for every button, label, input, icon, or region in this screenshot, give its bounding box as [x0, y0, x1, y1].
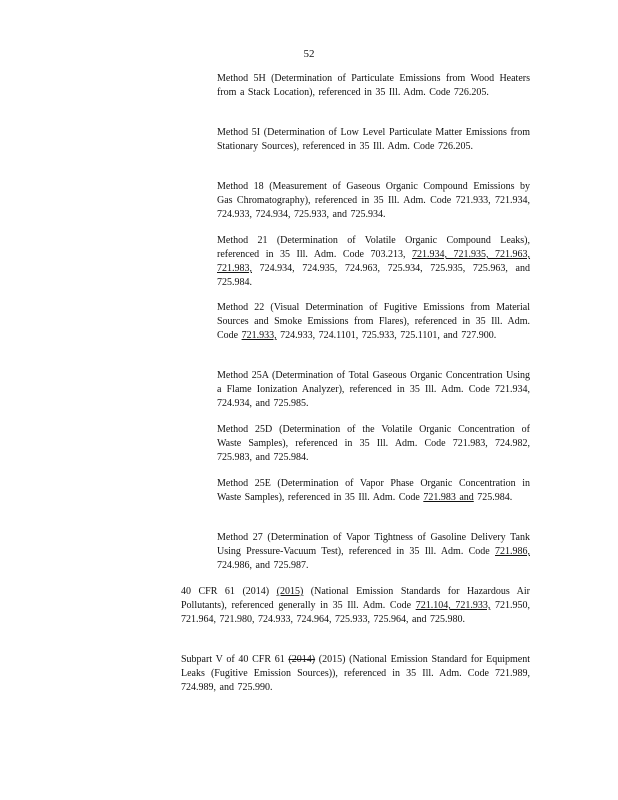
method-22-text: Method 22 (Visual Determination of Fugitive Emissions from Material Sources and Smoke Emissions from Flares), referenced in 35 Ill. Adm. Code [217, 302, 530, 341]
method-21-text: Method 21 (Determination of Volatile Organic Compound Leaks), referenced in 35 Ill. Adm. Code 703.213, [217, 235, 530, 260]
method-5h-entry: Method 5H (Determination of Particulate Emissions from Wood Heaters from a Stack Location), referenced in 35 Ill. Adm. Code 726.205. [217, 73, 530, 98]
subpart-v-text: Subpart V of 40 CFR 61 [181, 654, 289, 665]
method-25e-underlined-citation: 721.983 and [423, 492, 474, 503]
cfr-61-underlined-citations: 721.104, 721.933, [415, 600, 491, 611]
subpart-v-entry [181, 653, 530, 695]
page-number: 52 [303, 48, 315, 60]
method-22-entry [217, 301, 530, 343]
cfr-61-entry [181, 585, 530, 627]
method-25a-entry: Method 25A (Determination of Total Gaseous Organic Concentration Using a Flame Ionization Analyzer), referenced in 35 Ill. Adm. Code 721.934, 724.934, and 725.985. [217, 370, 530, 409]
subpart-v-text-end: (2015) (National Emission Standard for Equipment Leaks (Fugitive Emission Sources)), referenced in 35 Ill. Adm. Code 721.989, 724.989, and 725.990. [181, 654, 530, 693]
method-22-text-end: 724.933, 724.1101, 725.933, 725.1101, and 727.900. [276, 330, 497, 341]
cfr-61-text-mid: (National Emission Standards for Hazardous Air Pollutants), referenced generally in 35 Ill. Adm. Code [181, 586, 530, 611]
method-25e-entry [217, 477, 530, 505]
method-5i-entry: Method 5I (Determination of Low Level Particulate Matter Emissions from Stationary Sources), referenced in 35 Ill. Adm. Code 726.205. [217, 127, 530, 152]
method-27-text: Method 27 (Determination of Vapor Tightness of Gasoline Delivery Tank Using Pressure-Vacuum Test), referenced in 35 Ill. Adm. Code [217, 532, 530, 557]
method-27-underlined-citation: 721.986, [495, 546, 530, 557]
method-18-entry: Method 18 (Measurement of Gaseous Organic Compound Emissions by Gas Chromatography), referenced in 35 Ill. Adm. Code 721.933, 721.934, 724.933, 724.934, 725.933, and 725.934. [217, 181, 530, 220]
cfr-61-new-year: (2015) [276, 586, 304, 597]
method-25e-text: Method 25E (Determination of Vapor Phase Organic Concentration in Waste Samples), referenced in 35 Ill. Adm. Code [217, 478, 530, 503]
method-25e-text-end: 725.984. [473, 492, 513, 503]
method-21-underlined-citations: 721.934, 721.935, 721.963, 721.983, [217, 249, 531, 274]
method-27-entry [217, 531, 530, 573]
method-21-entry [217, 234, 530, 290]
method-25d-entry: Method 25D (Determination of the Volatile Organic Concentration of Waste Samples), referenced in 35 Ill. Adm. Code 721.983, 724.982, 725.983, and 725.984. [217, 424, 530, 463]
method-22-underlined-citation: 721.933, [241, 330, 277, 341]
method-27-text-end: 724.986, and 725.987. [217, 560, 309, 571]
cfr-61-text: 40 CFR 61 (2014) [181, 586, 277, 597]
subpart-v-struck-year: (2014) [288, 654, 316, 665]
cfr-61-text-end: 721.950, 721.964, 721.980, 724.933, 724.964, 725.933, 725.964, and 725.980. [181, 600, 530, 625]
method-21-text-end: 724.934, 724.935, 724.963, 725.934, 725.935, 725.963, and 725.984. [217, 263, 530, 288]
